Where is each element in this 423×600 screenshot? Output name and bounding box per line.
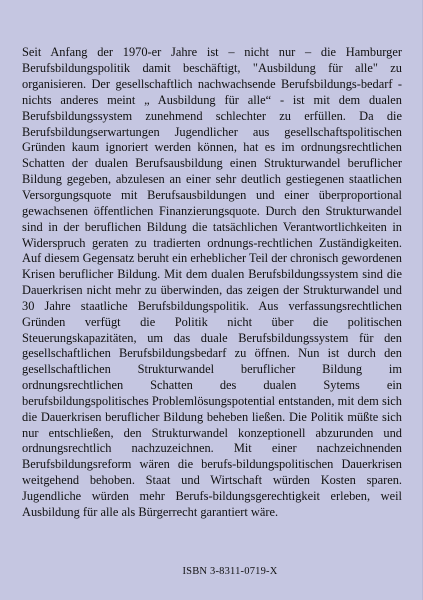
blurb-text: Seit Anfang der 1970-er Jahre ist – nicht nur – die Hamburger Berufsbildungspolitik damit beschäftigt, "Ausbildung für alle" zu organisieren. Der gesellschaftlich nachwachsende Berufsbildungs-bedarf - nichts anderes meint „ Ausbildung für alle“ - ist mit dem dualen Berufsbildungssystem zunehmend schlechter zu erfüllen. Da die Berufsbildungserwartungen Jugendlicher aus gesellschaftspolitischen Gründen kaum ignoriert werden können, hat es im ordnungsrechtlichen Schatten der dualen Berufsausbildung einen Strukturwandel beruflicher Bildung gegeben, abzulesen an einer sehr deutlich gestiegenen staatlichen Versorgungsquote mit Berufsausbildungen und einer überproportional gewachsenen öffentlichen Finanzierungsquote. Durch den Strukturwandel sind in der beruflichen Bildung die tatsächlichen Verantwortlichkeiten in Widerspruch geraten zu tradierten ordnungs-rechtlichen Zuständigkeiten. Auf diesem Gegensatz beruht ein erheblicher Teil der chronisch gewordenen Krisen beruflicher Bildung. Mit dem dualen Berufsbildungssystem sind die Dauerkrisen nicht mehr zu überwinden, das zeigen der Strukturwandel und 30 Jahre staatliche Berufsbildungspolitik. Aus verfassungsrechtlichen Gründen verfügt die Politik nicht über die politischen Steuerungskapazitäten, um das duale Berufsbildungssystem für den gesellschaftlichen Berufsbildungsbedarf zu öffnen. Nun ist durch den gesellschaftlichen Strukturwandel beruflicher Bildung im ordnungsrechtlichen Schatten des dualen Sytems ein berufsbildungspolitisches Problemlösungspotential entstanden, mit dem sich die Dauerkrisen beruflicher Bildung beheben ließen. Die Politik müßte sich nur entschließen, den Strukturwandel konzeptionell abzurunden und ordnungsrechtlich nachzuzeichnen. Mit einer nachzeichnenden Berufsbildungsreform wären die berufs-bildungspolitischen Dauerkrisen weitgehend behoben. Staat und Wirtschaft würden Kosten sparen. Jugendliche würden mehr Berufs-bildungsgerechtigkeit erleben, weil Ausbildung für alle als Bürgerrecht garantiert wäre. <box>22 45 402 519</box>
isbn-number: ISBN 3-8311-0719-X <box>182 566 278 577</box>
